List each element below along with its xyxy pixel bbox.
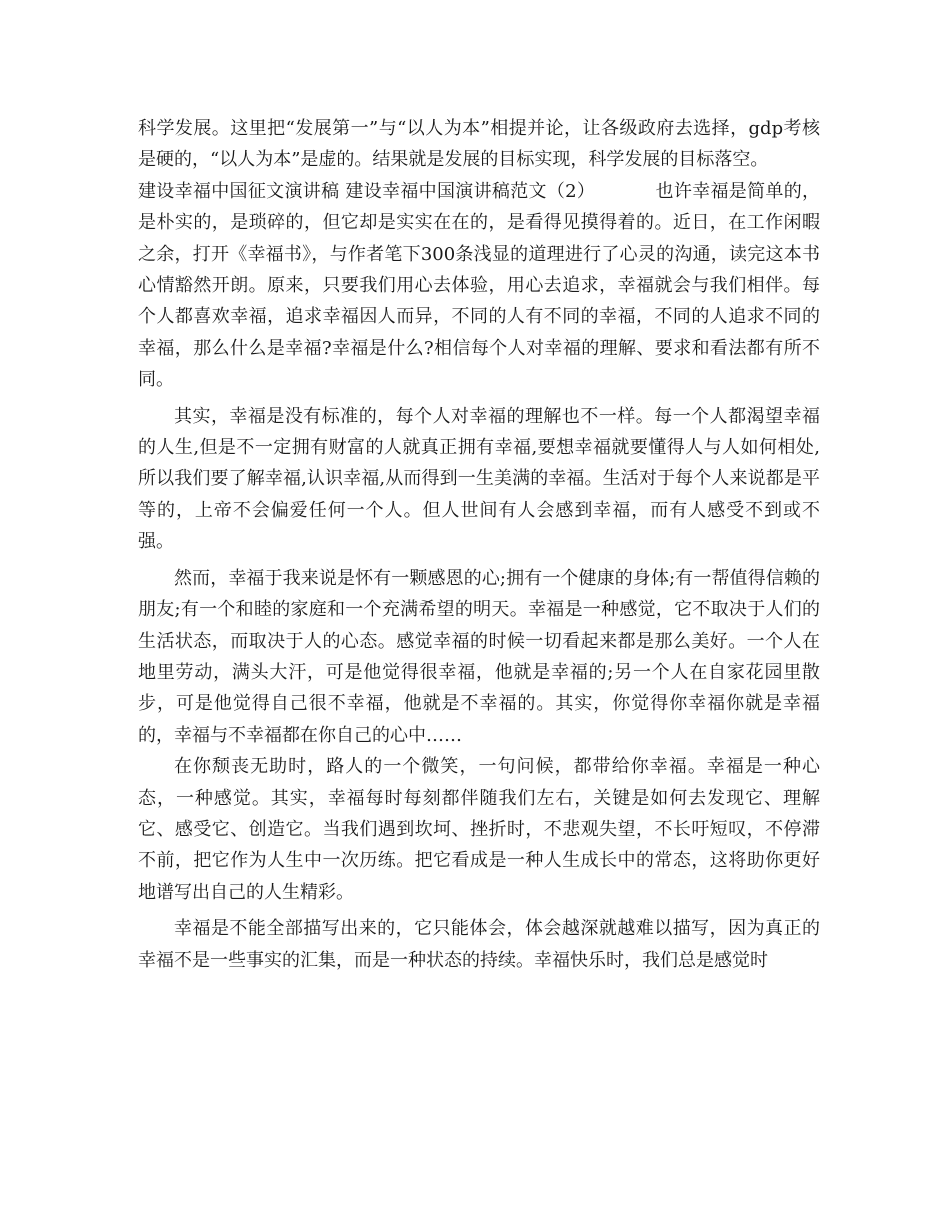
paragraph-intro: 科学发展。这里把“发展第一”与“以人为本”相提并论，让各级政府去选择，gdp考核是硬的，“以人为本”是虚的。结果就是发展的目标实现，科学发展的目标落空。 [138, 118, 820, 171]
heading-body: 也许幸福是简单的，是朴实的，是琐碎的，但它却是实实在在的，是看得见摸得着的。近日，在工作闲暇之余，打开《幸福书》，与作者笔下300条浅显的道理进行了心灵的沟通，读完这本书心情豁然开朗。原来，只要我们用心去体验，用心去追求，幸福就会与我们相伴。每个人都喜欢幸福，追求幸福因人而异，不同的人有不同的幸福，不同的人追求不同的幸福，那么什么是幸福?幸福是什么?相信每个人对幸福的理解、要求和看法都有所不同。 [138, 180, 821, 391]
heading-spacer [595, 181, 655, 202]
section-heading: 建设幸福中国征文演讲稿 建设幸福中国演讲稿范文（2） [138, 180, 596, 202]
paragraph-heading [138, 176, 820, 396]
paragraph-gratitude: 然而，幸福于我来说是怀有一颗感恩的心;拥有一个健康的身体;有一帮值得信赖的朋友;有一个和睦的家庭和一个充满希望的明天。幸福是一种感觉，它不取决于人们的生活状态，而取决于人的心态。感觉幸福的时候一切看起来都是那么美好。一个人在地里劳动，满头大汗，可是他觉得很幸福，他就是幸福的;另一个人在自家花园里散步，可是他觉得自己很不幸福，他就是不幸福的。其实，你觉得你幸福你就是幸福的，幸福与不幸福都在你自己的心中…… [138, 567, 820, 746]
document-page [138, 113, 820, 976]
paragraph-mindset: 在你颓丧无助时，路人的一个微笑，一句问候，都带给你幸福。幸福是一种心态，一种感觉。其实，幸福每时每刻都伴随我们左右，关键是如何去发现它、理解它、感受它、创造它。当我们遇到坎坷、挫折时，不悲观失望，不长吁短叹，不停滞不前，把它作为人生中一次历练。把它看成是一种人生成长中的常态，这将助你更好地谱写出自己的人生精彩。 [138, 756, 820, 903]
paragraph-standards: 其实，幸福是没有标准的，每个人对幸福的理解也不一样。每一个人都渴望幸福的人生,但是不一定拥有财富的人就真正拥有幸福,要想幸福就要懂得人与人如何相处,所以我们要了解幸福,认识幸福,从而得到一生美满的幸福。生活对于每个人来说都是平等的，上帝不会偏爱任何一个人。但人世间有人会感到幸福，而有人感受不到或不强。 [138, 405, 820, 553]
paragraph-description: 幸福是不能全部描写出来的，它只能体会，体会越深就越难以描写，因为真正的幸福不是一些事实的汇集，而是一种状态的持续。幸福快乐时，我们总是感觉时 [138, 918, 820, 971]
